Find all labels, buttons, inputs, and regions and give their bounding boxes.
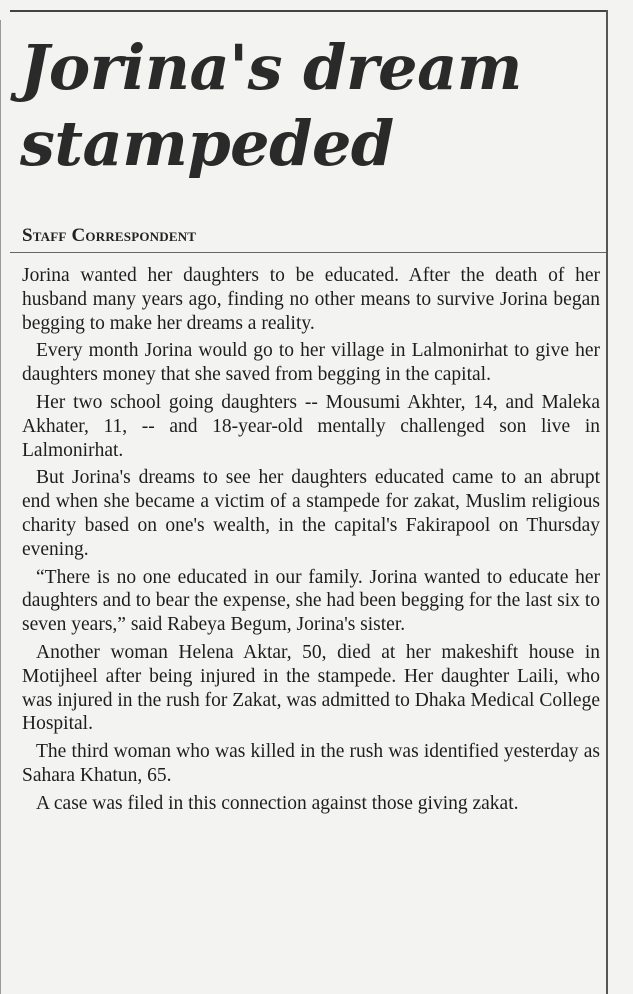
headline: Jorina's dream stampeded [20, 31, 522, 180]
byline-divider [10, 252, 606, 253]
byline: Staff Correspondent [22, 225, 197, 246]
article-paragraph: “There is no one educated in our family. Jorina wanted to educate her daughters and to bear the expense, she had been begging for the last six to seven years,” said Rabeya Begum, Jorina's sister. [22, 566, 600, 636]
article-paragraph: The third woman who was killed in the rush was identified yesterday as Sahara Khatun, 65. [22, 741, 600, 786]
left-column-rule [0, 20, 1, 994]
article-paragraph: Another woman Helena Aktar, 50, died at her makeshift house in Motijheel after being injured in the stampede. Her daughter Laili, who was injured in the rush for Zakat, was admitted to Dhaka Medical College Hospital. [22, 641, 600, 735]
article-paragraph: Jorina wanted her daughters to be educated. After the death of her husband many years ago, finding no other means to survive Jorina began begging to make her dreams a reality. [22, 265, 600, 334]
article-body [22, 264, 600, 820]
right-column-rule [606, 10, 608, 994]
article-paragraph: But Jorina's dreams to see her daughters educated came to an abrupt end when she became a victim of a stampede for zakat, Muslim religious charity based on one's wealth, in the capital's Fakirapool on Thursday evening. [22, 467, 600, 560]
article-paragraph: Every month Jorina would go to her village in Lalmonirhat to give her daughters money that she saved from begging in the capital. [22, 340, 600, 386]
article-paragraph: Her two school going daughters -- Mousumi Akhter, 14, and Maleka Akhater, 11, -- and 18-year-old mentally challenged son live in Lalmonirhat. [22, 391, 600, 461]
top-border-rule [10, 10, 608, 12]
article-paragraph: A case was filed in this connection against those giving zakat. [36, 792, 519, 814]
